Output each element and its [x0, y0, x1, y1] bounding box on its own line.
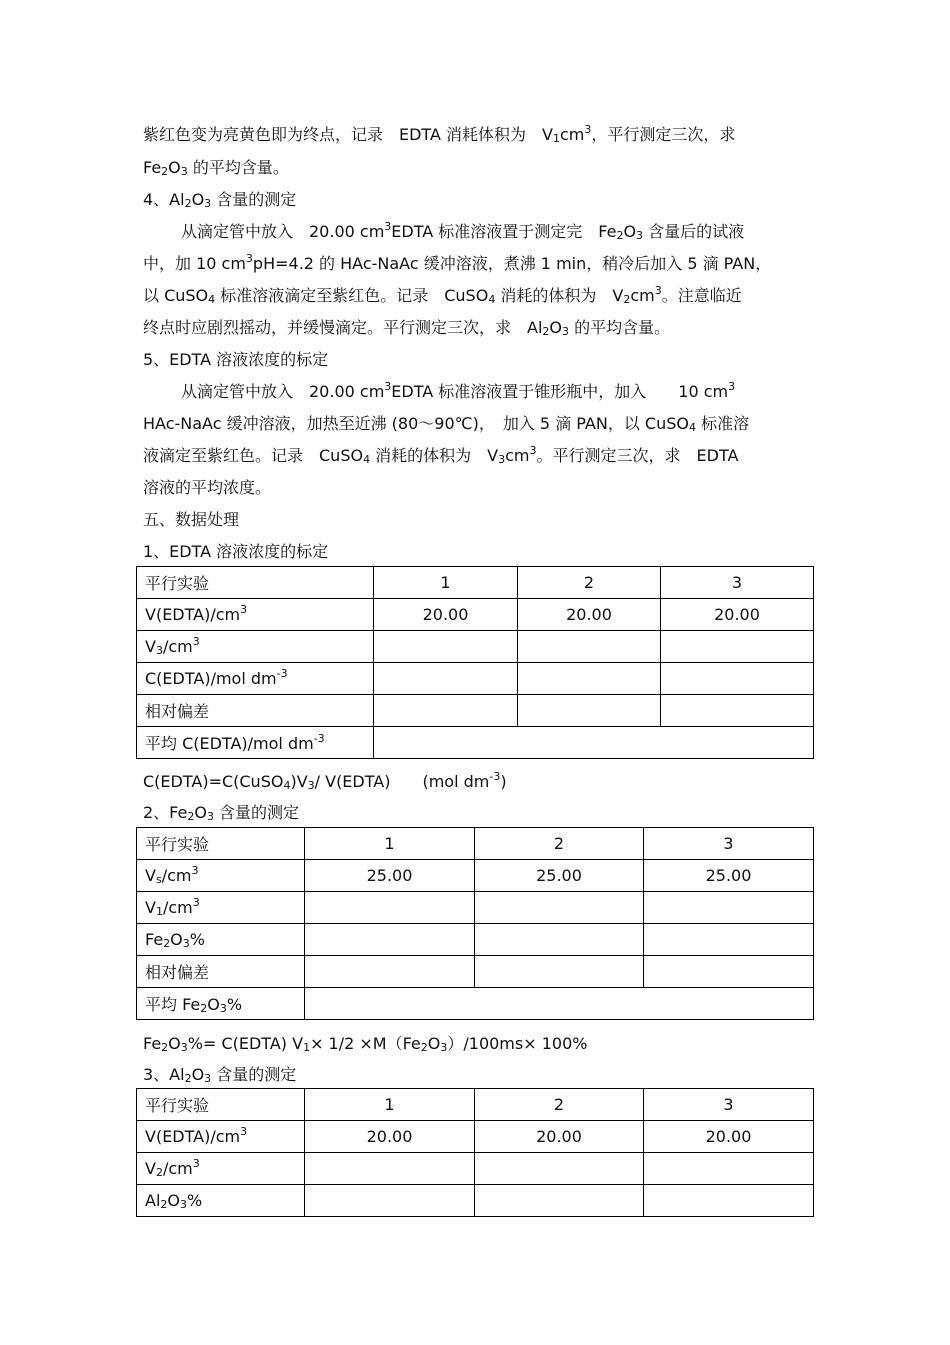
superscript: 3: [654, 284, 662, 297]
text: %= C(EDTA) V: [187, 1034, 304, 1053]
subscript: 2: [616, 229, 624, 242]
text: cm: [505, 446, 530, 465]
paragraph-line: [143, 317, 808, 339]
subscript: 1: [155, 905, 163, 918]
text: 3、Al: [143, 1065, 185, 1084]
paragraph-line: [143, 445, 808, 467]
text: V: [145, 898, 156, 917]
subscript: 2: [184, 197, 192, 210]
text: O: [168, 1034, 181, 1053]
table-cell: [644, 892, 814, 924]
text: V(EDTA)/cm: [145, 1127, 241, 1146]
table-cell: [475, 1153, 644, 1185]
table-cell: [305, 1153, 475, 1185]
text: / V(EDTA) (mol dm: [314, 772, 490, 791]
table-cell: 2: [475, 1089, 644, 1121]
table-cell: 3: [644, 1089, 814, 1121]
table-cell: 20.00: [661, 599, 814, 631]
text: C(EDTA)/mol dm: [145, 669, 277, 688]
table-row: [137, 727, 814, 759]
superscript: -3: [489, 770, 501, 783]
subscript: 2: [155, 1166, 163, 1179]
section-heading: [143, 189, 808, 211]
table-cell: 1: [305, 1089, 475, 1121]
table-cell: 平行实验: [137, 567, 374, 599]
subscript: s: [155, 873, 162, 886]
text: /cm: [162, 898, 193, 917]
table-cell: [475, 892, 644, 924]
table-header-row: [137, 828, 814, 860]
table-cell: 1: [305, 828, 475, 860]
text: 含量的测定: [211, 1065, 297, 1084]
paragraph-line: [181, 381, 808, 403]
table-row: [137, 1121, 814, 1153]
paragraph-line: [181, 221, 808, 243]
text: 中，加 10 cm: [143, 254, 246, 273]
subscript: 2: [161, 1041, 169, 1054]
table-cell: [374, 727, 814, 759]
subscript: 3: [182, 937, 190, 950]
text: O: [549, 318, 562, 337]
text: O: [194, 803, 207, 822]
text: cm: [559, 125, 585, 144]
subscript: 1: [552, 132, 560, 145]
row-label: [137, 663, 374, 695]
table-cell: [305, 1185, 475, 1217]
table-cell: [644, 956, 814, 988]
formula-line: [143, 1033, 808, 1055]
text: O: [427, 1034, 441, 1053]
text: ): [500, 772, 507, 791]
table-cell: [644, 1153, 814, 1185]
table-cell: 2: [518, 567, 661, 599]
text: O: [191, 190, 205, 209]
table-cell: [374, 695, 518, 727]
subscript: 4: [688, 421, 696, 434]
superscript: 3: [384, 380, 392, 393]
table-row: [137, 860, 814, 892]
text: 含量后的试液: [643, 222, 745, 241]
subscript: 2: [184, 1072, 192, 1085]
superscript: 3: [192, 635, 200, 648]
text: cm: [630, 286, 655, 305]
text: ）/100ms× 100%: [447, 1034, 588, 1053]
row-label: [137, 924, 305, 956]
section-heading: 5、EDTA 溶液浓度的标定: [143, 350, 329, 369]
subscript: 2: [187, 810, 195, 823]
row-label: 相对偏差: [137, 956, 305, 988]
text: 平均 Fe: [145, 995, 201, 1014]
subscript: 4: [488, 293, 496, 306]
row-label: [137, 988, 305, 1020]
table-cell: 平行实验: [137, 828, 305, 860]
table-row: [137, 892, 814, 924]
table-row: [137, 599, 814, 631]
row-label: [137, 1121, 305, 1153]
table-cell: [374, 663, 518, 695]
subscript: 3: [180, 1041, 188, 1054]
text: 液滴定至紫红色。记录 CuSO: [143, 446, 364, 465]
superscript: 3: [192, 896, 200, 909]
table-cell: [518, 663, 661, 695]
table-row: [137, 663, 814, 695]
subscript: 3: [206, 810, 214, 823]
text: O: [191, 1065, 205, 1084]
section-heading: 1、EDTA 溶液浓度的标定: [143, 542, 329, 561]
table-cell: [475, 1185, 644, 1217]
text: 消耗的体积为 V: [495, 286, 624, 305]
text: O: [170, 930, 183, 949]
superscript: 3: [584, 123, 592, 136]
subscript: 3: [562, 325, 569, 338]
subscript: 2: [163, 937, 171, 950]
subscript: 3: [307, 779, 315, 792]
formula-line: [143, 771, 808, 793]
subscript: 3: [440, 1041, 448, 1054]
text: V: [145, 637, 156, 656]
table-cell: [661, 663, 814, 695]
subscript: 3: [179, 1198, 187, 1211]
text: O: [623, 222, 637, 241]
section-heading: [143, 1064, 808, 1086]
subscript: 4: [283, 779, 291, 792]
table-cell: [305, 956, 475, 988]
text: 以 CuSO: [143, 286, 209, 305]
row-label: [137, 892, 305, 924]
text: )V: [290, 772, 308, 791]
subscript: 2: [160, 1198, 168, 1211]
text: 。平行测定三次，求 EDTA: [536, 446, 739, 465]
superscript: 3: [384, 220, 392, 233]
table-cell: [661, 695, 814, 727]
table-cell: 20.00: [518, 599, 661, 631]
row-label: 相对偏差: [137, 695, 374, 727]
table-cell: [475, 956, 644, 988]
subscript: 4: [363, 453, 371, 466]
table-cell: [661, 631, 814, 663]
table-cell: 20.00: [305, 1121, 475, 1153]
table-cell: [644, 1185, 814, 1217]
text: /cm: [162, 1159, 193, 1178]
table-row: [137, 1153, 814, 1185]
text: 2、Fe: [143, 803, 188, 822]
text: ，平行测定三次，求: [591, 125, 736, 144]
text: /cm: [161, 866, 192, 885]
row-label: [137, 1153, 305, 1185]
table-cell: 20.00: [475, 1121, 644, 1153]
text: 标准溶: [695, 414, 750, 433]
table-cell: 20.00: [374, 599, 518, 631]
paragraph-line: [143, 124, 808, 146]
section-heading: [143, 802, 808, 824]
table-cell: [475, 924, 644, 956]
table-cell: 25.00: [644, 860, 814, 892]
superscript: -3: [313, 732, 325, 745]
text: 标准溶液滴定至紫红色。记录 CuSO: [215, 286, 489, 305]
table-cell: 3: [644, 828, 814, 860]
text: %: [186, 1191, 203, 1210]
superscript: 3: [191, 864, 199, 877]
table-row: [137, 695, 814, 727]
paragraph-line: 溶液的平均浓度。: [143, 478, 272, 497]
superscript: 3: [728, 380, 736, 393]
subscript: 1: [303, 1041, 311, 1054]
superscript: 3: [529, 444, 537, 457]
paragraph-line: [143, 413, 808, 435]
text: × 1/2 ×M（Fe: [310, 1034, 421, 1053]
row-label: [137, 599, 374, 631]
row-label: [137, 727, 374, 759]
text: 紫红色变为亮黄色即为终点，记录 EDTA 消耗体积为 V: [143, 125, 553, 144]
subscript: 3: [155, 644, 163, 657]
text: EDTA 标准溶液置于锥形瓶中，加入 10 cm: [391, 382, 729, 401]
text: Fe: [143, 158, 162, 177]
superscript: 3: [245, 252, 253, 265]
text: C(EDTA)=C(CuSO: [143, 772, 284, 791]
chapter-heading: 五、数据处理: [143, 510, 240, 529]
table-cell: 25.00: [475, 860, 644, 892]
text: 的平均含量。: [569, 318, 671, 337]
paragraph-line: [143, 285, 808, 307]
text: O: [207, 995, 220, 1014]
text: Fe: [143, 1034, 162, 1053]
row-label: [137, 631, 374, 663]
table-header-row: [137, 567, 814, 599]
table-row: [137, 631, 814, 663]
subscript: 3: [204, 1072, 212, 1085]
row-label: [137, 860, 305, 892]
table-cell: [305, 892, 475, 924]
table-cell: [518, 695, 661, 727]
text: Al: [145, 1191, 161, 1210]
text: EDTA 标准溶液置于测定完 Fe: [391, 222, 617, 241]
text: 含量的测定: [211, 190, 297, 209]
text: V: [145, 866, 156, 885]
table-cell: 3: [661, 567, 814, 599]
table-cell: 1: [374, 567, 518, 599]
text: /cm: [162, 637, 193, 656]
text: %: [189, 930, 205, 949]
subscript: 3: [219, 1002, 227, 1015]
subscript: 2: [623, 293, 631, 306]
superscript: 3: [240, 603, 248, 616]
text: 终点时应剧烈摇动，并缓慢滴定。平行测定三次，求 Al: [143, 318, 543, 337]
subscript: 3: [498, 453, 506, 466]
table-cell: 2: [475, 828, 644, 860]
table-row: [137, 924, 814, 956]
paragraph-line: [143, 253, 808, 275]
text: pH=4.2 的 HAc-NaAc 缓冲溶液，煮沸 1 min，稍冷后加入 5 滴 PAN，: [252, 254, 772, 273]
table-cell: [374, 631, 518, 663]
table-row: [137, 956, 814, 988]
text: 消耗的体积为 V: [370, 446, 499, 465]
subscript: 3: [636, 229, 644, 242]
subscript: 3: [204, 197, 212, 210]
text: 。注意临近: [661, 286, 742, 305]
al2o3-table: [136, 1088, 814, 1217]
text: 的平均含量。: [187, 158, 289, 177]
subscript: 4: [208, 293, 216, 306]
paragraph-line: [143, 157, 808, 179]
superscript: 3: [240, 1125, 248, 1138]
edta-calibration-table: [136, 566, 814, 759]
table-cell: [305, 924, 475, 956]
text: Fe: [145, 930, 164, 949]
table-cell: 25.00: [305, 860, 475, 892]
subscript: 2: [161, 165, 169, 178]
table-cell: 20.00: [644, 1121, 814, 1153]
text: O: [168, 158, 181, 177]
subscript: 3: [180, 165, 188, 178]
text: O: [167, 1191, 180, 1210]
fe2o3-table: [136, 827, 814, 1020]
table-cell: [518, 631, 661, 663]
table-row: [137, 1185, 814, 1217]
text: HAc-NaAc 缓冲溶液，加热至近沸 (80～90℃)， 加入 5 滴 PAN，以 CuSO: [143, 414, 689, 433]
text: 含量的测定: [213, 803, 300, 822]
table-header-row: [137, 1089, 814, 1121]
text: 平均 C(EDTA)/mol dm: [145, 734, 314, 753]
text: %: [226, 995, 243, 1014]
row-label: [137, 1185, 305, 1217]
superscript: -3: [276, 667, 288, 680]
table-cell: [305, 988, 814, 1020]
table-row: [137, 988, 814, 1020]
table-cell: [644, 924, 814, 956]
text: V: [145, 1159, 156, 1178]
text: V(EDTA)/cm: [145, 605, 241, 624]
superscript: 3: [192, 1157, 200, 1170]
subscript: 2: [420, 1041, 428, 1054]
subscript: 2: [200, 1002, 208, 1015]
subscript: 2: [542, 325, 550, 338]
text: 从滴定管中放入 20.00 cm: [181, 382, 385, 401]
text: 从滴定管中放入 20.00 cm: [181, 222, 385, 241]
text: 4、Al: [143, 190, 185, 209]
table-cell: 平行实验: [137, 1089, 305, 1121]
